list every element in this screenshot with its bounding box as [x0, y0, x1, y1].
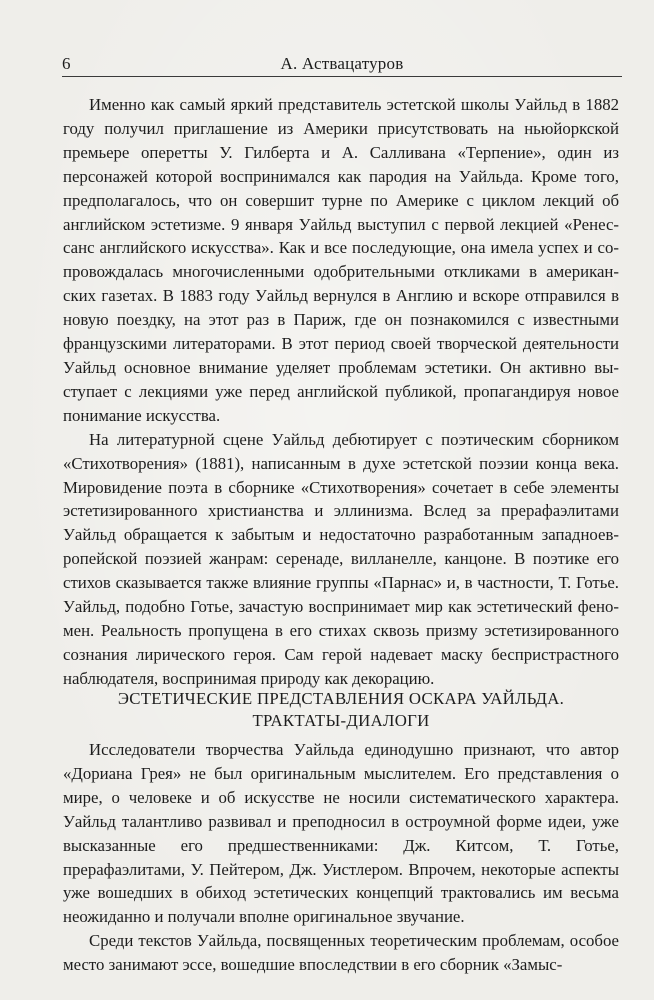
- body-text-bottom: [63, 738, 619, 977]
- paragraph: Именно как самый яркий представитель эстетской школы Уайльд в 1882 году получил приглашение из Америки присутствовать на ньюйоркской премьере оперетты У. Гилберта и А. Салливана «Терпение», один из персонажей которой воспринимался как пародия на Уайльда. Кроме того, предполагалось, что он совершит турне по Америке с циклом лекций об английском эстетизме. 9 января Уайльд выступил с первой лекцией «Ренессанс английского искусства». Как и все последующие, она имела успех и сопровождалась многочисленными одобрительными откликами в американских газетах. В 1883 году Уайльд вернулся в Англию и вскоре отправился в новую поездку, на этот раз в Париж, где он познакомился с известными французскими литераторами. В этот период своей творческой деятельности Уайльд основное внимание уделяет проблемам эстетики. Он активно выступает с лекциями уже перед английской публикой, пропагандируя новое понимание искусства.: [63, 95, 619, 425]
- running-head: [62, 54, 622, 78]
- header-rule: [62, 76, 622, 77]
- section-heading-line-1: ЭСТЕТИЧЕСКИЕ ПРЕДСТАВЛЕНИЯ ОСКАРА УАЙЛЬДА.: [117, 689, 565, 708]
- body-text-top: [63, 93, 619, 691]
- paragraph: Среди текстов Уайльда, посвященных теоретическим проблемам, особое место занимают эссе, вошедшие впоследствии в его сборник «Замыс-: [63, 931, 619, 975]
- page-number: 6: [62, 54, 71, 73]
- running-head-author: А. Аствацатуров: [280, 54, 404, 73]
- paragraph: Исследователи творчества Уайльда единодушно признают, что автор «Дориана Грея» не был оригинальным мыслителем. Его представления о мире, о человеке и об искусстве не носили систематического характера. Уайльд талантливо развивал и преподносил в остроумной форме идеи, уже высказанные его предшественниками: Дж. Китсом, Т. Готье, прерафаэлитами, У. Пейтером, Дж. Уистлером. Впрочем, некоторые аспекты уже вошедших в обиход эстетических концепций трактовались им весьма неожиданно и получали вполне оригинальное звучание.: [63, 740, 619, 927]
- section-heading-line-2: ТРАКТАТЫ-ДИАЛОГИ: [252, 711, 430, 730]
- paragraph: На литературной сцене Уайльд дебютирует с поэтическим сборником «Стихотворения» (1881), написанным в духе эстетской поэзии конца века. Мировидение поэта в сборнике «Стихотворения» сочетает в себе элементы эстетизированного христианства и эллинизма. Вслед за прерафаэлитами Уайльд обращается к забытым и недостаточно разработанным западноевропейской поэзией жанрам: серенаде, вилланелле, канцоне. В поэтике его стихов сказывается также влияние группы «Парнас» и, в частности, Т. Готье. Уайльд, подобно Готье, зачастую воспринимает мир как эстетический феномен. Реальность пропущена в его стихах сквозь призму эстетизированного сознания лирического героя. Сам герой надевает маску беспристрастного наблюдателя, воспринимая природу как декорацию.: [63, 429, 619, 688]
- section-heading: [63, 688, 619, 732]
